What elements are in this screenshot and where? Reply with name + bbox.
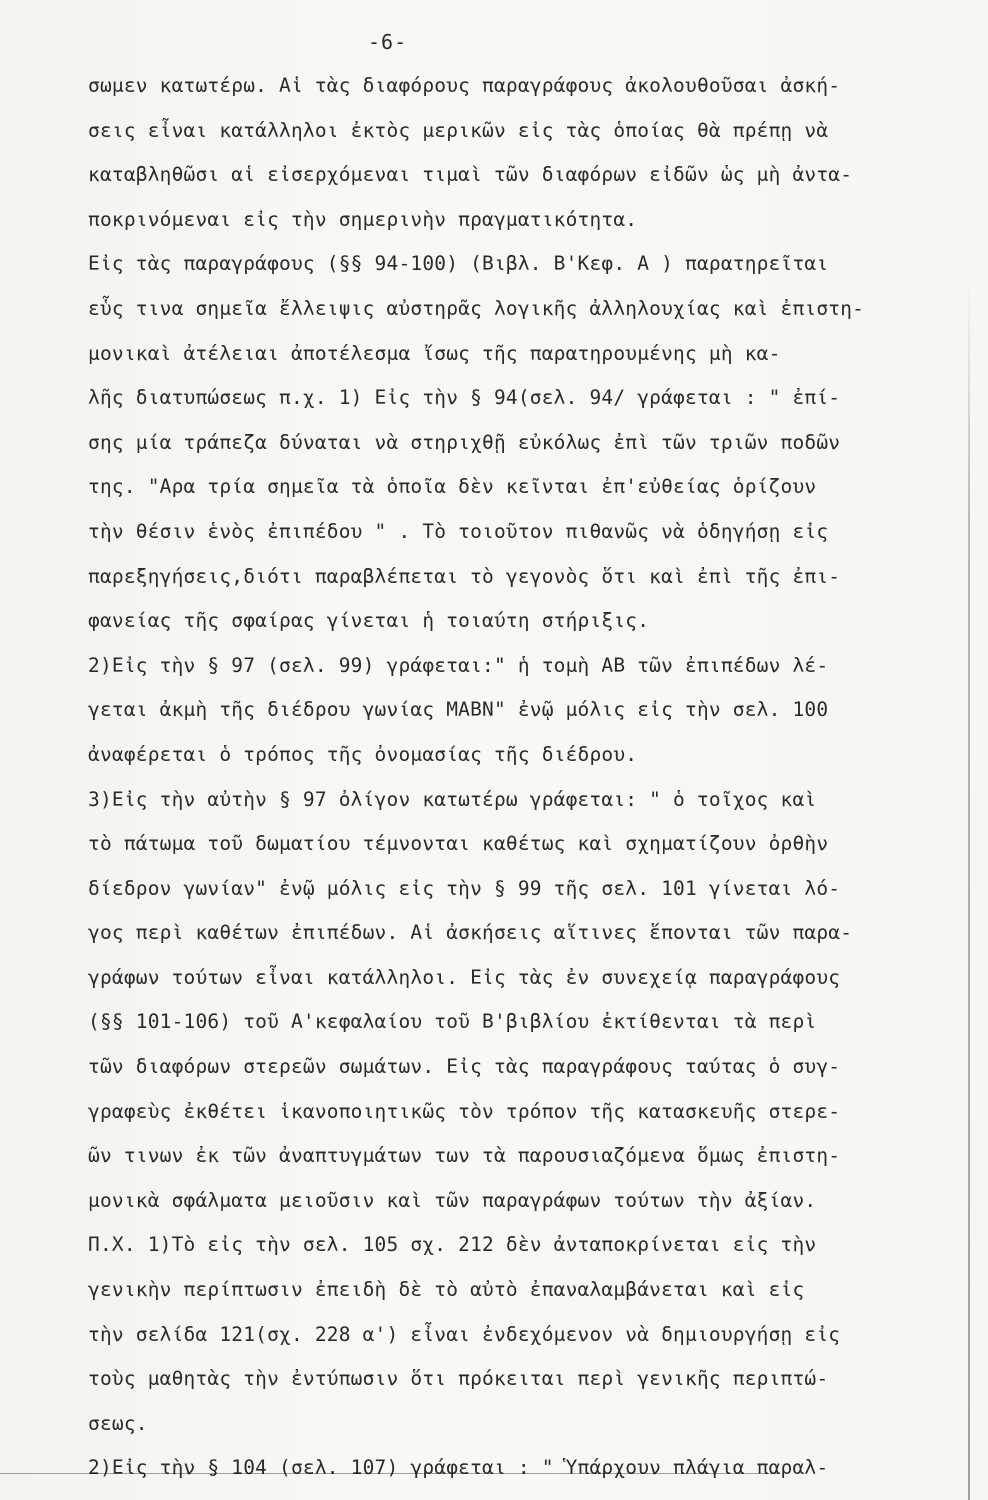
text-line: 3)Εἰς τὴν αὐτὴν § 97 ὀλίγον κατωτέρω γράφεται: " ὁ τοῖχος καὶ xyxy=(88,787,817,811)
text-line: 2)Εἰς τὴν § 97 (σελ. 99) γράφεται:" ἡ τομὴ ΑΒ τῶν ἐπιπέδων λέ- xyxy=(88,653,829,677)
text-line: γενικὴν περίπτωσιν ἐπειδὴ δὲ τὸ αὐτὸ ἐπαναλαμβάνεται καὶ εἰς xyxy=(88,1278,805,1302)
page-number: -6- xyxy=(368,30,408,54)
text-line: Π.Χ. 1)Τὸ εἰς τὴν σελ. 105 σχ. 212 δὲν ἀνταποκρίνεται εἰς τὴν xyxy=(88,1233,817,1257)
text-line: τὸ πάτωμα τοῦ δωματίου τέμνονται καθέτως καὶ σχηματίζουν ὀρθὴν xyxy=(88,832,829,856)
text-line: σης μία τράπεζα δύναται νὰ στηριχθῇ εὐκόλως ἐπὶ τῶν τριῶν ποδῶν xyxy=(88,430,841,454)
text-line: μονικαὶ ἀτέλειαι ἀποτέλεσμα ἴσως τῆς παρατηρουμένης μὴ κα- xyxy=(88,341,781,365)
text-line: γεται ἀκμὴ τῆς διέδρου γωνίας ΜΑΒΝ" ἐνῷ μόλις εἰς τὴν σελ. 100 xyxy=(88,698,829,722)
text-line: 2)Εἰς τὴν § 104 (σελ. 107) γράφεται : " Ὑπάρχουν πλάγια παραλ- xyxy=(88,1456,829,1480)
document-body xyxy=(88,64,968,1491)
text-line: καταβληθῶσι αἱ εἰσερχόμεναι τιμαὶ τῶν διαφόρων εἰδῶν ὡς μὴ ἀντα- xyxy=(88,163,853,187)
text-line: γράφων τούτων εἶναι κατάλληλοι. Εἰς τὰς ἐν συνεχείᾳ παραγράφους xyxy=(88,965,841,989)
paper-edge-right xyxy=(968,280,970,1500)
text-line: (§§ 101-106) τοῦ Α'κεφαλαίου τοῦ Β'βιβλίου ἐκτίθενται τὰ περὶ xyxy=(88,1010,817,1034)
text-line: τῶν διαφόρων στερεῶν σωμάτων. Εἰς τὰς παραγράφους ταύτας ὁ συγ- xyxy=(88,1055,841,1079)
text-line: λῆς διατυπώσεως π.χ. 1) Εἰς τὴν § 94(σελ. 94/ γράφεται : " ἐπί- xyxy=(88,386,841,410)
text-line: Εἰς τὰς παραγράφους (§§ 94-100) (Βιβλ. Β'Κεφ. Α ) παρατηρεῖται xyxy=(88,252,829,276)
text-line: μονικὰ σφάλματα μειοῦσιν καὶ τῶν παραγράφων τούτων τὴν ἀξίαν. xyxy=(88,1188,817,1212)
text-line: ἀναφέρεται ὁ τρόπος τῆς ὀνομασίας τῆς διέδρου. xyxy=(88,742,638,766)
text-line: εὗς τινα σημεῖα ἔλλειψις αὐστηρᾶς λογικῆς ἀλληλουχίας καὶ ἐπιστη- xyxy=(88,296,865,320)
text-line: της. "Αρα τρία σημεῖα τὰ ὁποῖα δὲν κεῖνται ἐπ'εὐθείας ὁρίζουν xyxy=(88,475,817,499)
text-line: σεις εἶναι κατάλληλοι ἐκτὸς μερικῶν εἰς τὰς ὁποίας θὰ πρέπῃ νὰ xyxy=(88,118,829,142)
text-line: παρεξηγήσεις,διότι παραβλέπεται τὸ γεγονὸς ὅτι καὶ ἐπὶ τῆς ἐπι- xyxy=(88,564,841,588)
text-line: γραφεὺς ἐκθέτει ἱκανοποιητικῶς τὸν τρόπον τῆς κατασκευῆς στερε- xyxy=(88,1099,841,1123)
text-line: σεως. xyxy=(88,1411,148,1435)
text-line: φανείας τῆς σφαίρας γίνεται ἡ τοιαύτη στήριξις. xyxy=(88,609,650,633)
text-line: γος περὶ καθέτων ἐπιπέδων. Αἱ ἀσκήσεις αἵτινες ἕπονται τῶν παρα- xyxy=(88,921,853,945)
text-line: τὴν σελίδα 121(σχ. 228 α') εἶναι ἐνδεχόμενον νὰ δημιουργήσῃ εἰς xyxy=(88,1322,841,1346)
paper-edge-bottom xyxy=(0,1473,780,1474)
text-line: ποκρινόμεναι εἰς τὴν σημερινὴν πραγματικότητα. xyxy=(88,207,638,231)
text-line: ῶν τινων ἐκ τῶν ἀναπτυγμάτων των τὰ παρουσιαζόμενα ὅμως ἐπιστη- xyxy=(88,1144,841,1168)
text-line: σωμεν κατωτέρω. Αἱ τὰς διαφόρους παραγράφους ἀκολουθοῦσαι ἀσκή- xyxy=(88,74,841,97)
text-line: τοὺς μαθητὰς τὴν ἐντύπωσιν ὅτι πρόκειται περὶ γενικῆς περιπτώ- xyxy=(88,1367,829,1391)
text-line: τὴν θέσιν ἑνὸς ἐπιπέδου " . Τὸ τοιοῦτον πιθανῶς νὰ ὁδηγήσῃ εἰς xyxy=(88,519,829,543)
text-line: δίεδρον γωνίαν" ἐνῷ μόλις εἰς τὴν § 99 τῆς σελ. 101 γίνεται λό- xyxy=(88,876,841,900)
